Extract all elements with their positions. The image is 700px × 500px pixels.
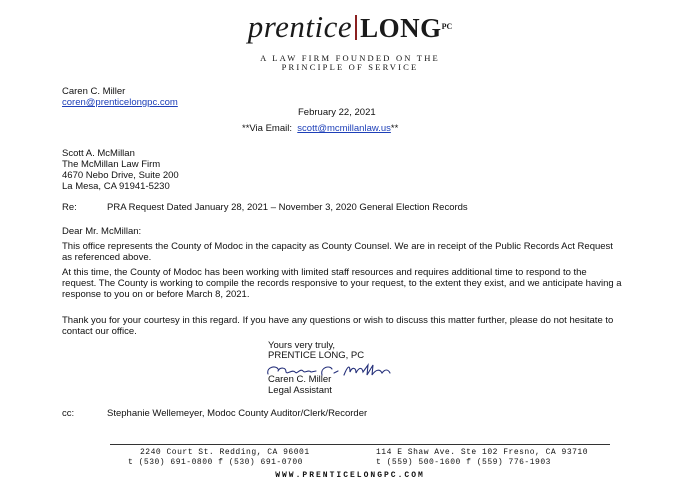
footer-office2-address: 114 E Shaw Ave. Ste 102 Fresno, CA 93710 [376, 448, 589, 457]
salutation: Dear Mr. McMillan: [62, 226, 142, 237]
body-paragraph-1: This office represents the County of Modoc in the capacity as County Counsel. We are in receipt of the Public Records Act Request as referenced above. [62, 241, 613, 263]
logo-divider [355, 15, 357, 40]
via-suffix: ** [390, 123, 399, 134]
re-label: Re: [62, 202, 77, 213]
signer-name: Caren C. Miller [268, 374, 332, 385]
recipient-address1: 4670 Nebo Drive, Suite 200 [62, 170, 179, 181]
closing-firm: PRENTICE LONG, PC [268, 350, 365, 361]
body-paragraph-3: Thank you for your courtesy in this regard. If you have any questions or wish to discuss this matter further, please do not hesitate to contact our office. [62, 315, 614, 337]
footer-website[interactable]: WWW.PRENTICELONGPC.COM [275, 471, 425, 480]
logo-brand-suffix: PC [441, 22, 453, 31]
footer-office1-phones: t (530) 691-0800 f (530) 691-0700 [128, 458, 303, 467]
body-paragraph-2: At this time, the County of Modoc has been working with limited staff resources and requires additional time to respond to the request. The County is working to compile the records responsive to your request, to the extent they exist, and we anticipate having a response to you on or before March 8, 2021. [62, 267, 622, 300]
cc-recipient: Stephanie Wellemeyer, Modoc County Auditor/Clerk/Recorder [107, 408, 368, 419]
closing-line: Yours very truly, [268, 340, 336, 351]
via-prefix: **Via Email: [242, 123, 292, 134]
footer-office2-phones: t (559) 500-1600 f (559) 776-1903 [376, 458, 551, 467]
letter-date: February 22, 2021 [298, 107, 376, 118]
recipient-firm: The McMillan Law Firm [62, 159, 161, 170]
tagline-line1: A LAW FIRM FOUNDED ON THE [260, 53, 440, 63]
cc-label: cc: [62, 408, 75, 419]
footer-office1-address: 2240 Court St. Redding, CA 96001 [140, 448, 310, 457]
recipient-address2: La Mesa, CA 91941-5230 [62, 181, 170, 192]
via-email-link[interactable]: scott@mcmillanlaw.us [297, 123, 391, 134]
recipient-name: Scott A. McMillan [62, 148, 135, 159]
via-email-line [242, 123, 398, 134]
tagline-line2: PRINCIPLE OF SERVICE [281, 62, 419, 72]
logo-brand-part2: LONG [360, 13, 442, 43]
sender-name: Caren C. Miller [62, 86, 126, 97]
footer-divider [110, 444, 610, 445]
logo-brand-part1: prentice [247, 9, 353, 44]
signer-title: Legal Assistant [268, 385, 332, 396]
firm-logo [0, 10, 700, 45]
sender-email-link[interactable]: coren@prenticelongpc.com [62, 97, 178, 108]
re-subject: PRA Request Dated January 28, 2021 – November 3, 2020 General Election Records [107, 202, 468, 213]
